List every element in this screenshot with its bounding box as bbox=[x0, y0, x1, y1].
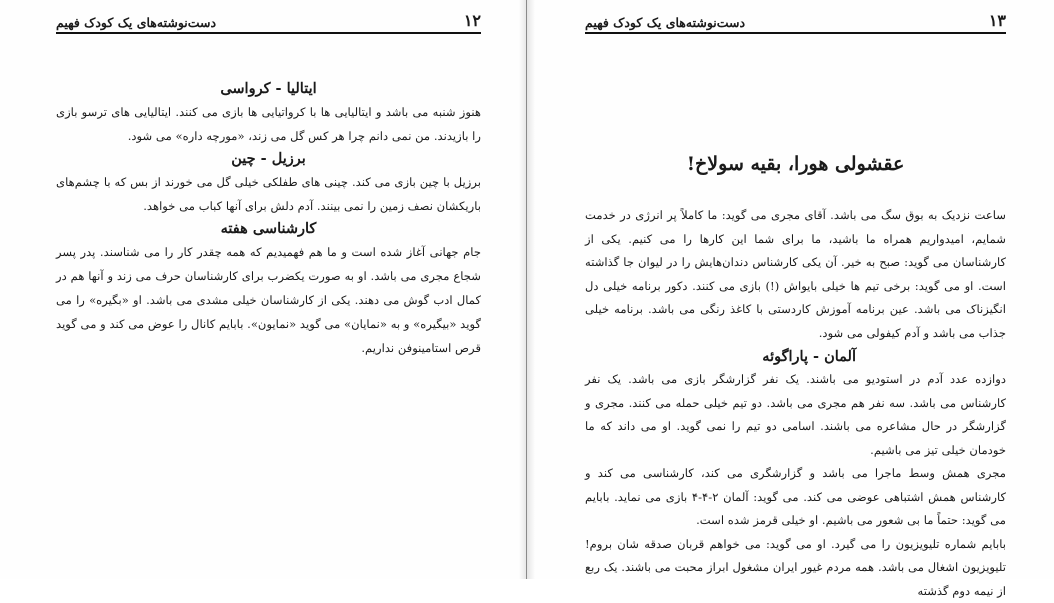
chapter-title: عقشولی هورا، بقیه سولاخ! bbox=[585, 150, 1006, 178]
section-text-italy-croatia: هنوز شنبه می باشد و ایتالیایی ها با کرواتیایی ها بازی می کنند. ایتالیایی های ترسو بازی را بازیدند. من نمی دانم چرا هر کس گل می زند، «مورچه داره» می شود. bbox=[56, 100, 481, 148]
running-header-title: دست‌نوشته‌های یک کودک فهیم bbox=[585, 15, 745, 30]
right-page-content bbox=[585, 150, 1006, 603]
section-paragraph: دوازده عدد آدم در استودیو می باشند. یک نفر گزارشگر بازی می باشد. یک نفر کارشناس می باشد. سه نفر هم مجری می باشد. دو تیم خیلی حمله می کنند. مجری و گزارشگر در حال مشاعره می باشند. اسامی دو تیم را نمی گوید. او می داند که ما خودمان خیلی تیز می باشیم. bbox=[585, 368, 1006, 462]
page-number: ۱۲ bbox=[464, 11, 481, 30]
section-text-brazil-china: برزیل با چین بازی می کند. چینی های طفلکی خیلی گل می خورند از بس که با چشم‌های باریکشان نصف زمین را نمی بینند. آدم دلش برای آنها کباب می خواهد. bbox=[56, 170, 481, 218]
right-page-header bbox=[585, 8, 1006, 34]
section-paragraph: مجری همش وسط ماجرا می باشد و گزارشگری می کند، کارشناسی می کند و کارشناس همش اشتباهی عوضی می کند. می گوید: آلمان ۲-۴-۴ بازی می نماید. بابایم می گوید: حتماً ما بی شعور می باشیم. او خیلی قرمز شده است. bbox=[585, 462, 1006, 533]
running-header-title: دست‌نوشته‌های یک کودک فهیم bbox=[56, 15, 216, 30]
left-page-header bbox=[56, 8, 481, 34]
left-page bbox=[0, 0, 527, 579]
chapter-intro-text: ساعت نزدیک به بوق سگ می باشد. آقای مجری می گوید: ما کاملاً پر انرژی در خدمت شمایم، امیدواریم همراه ما باشید، ما برای شما این کارها را می کنیم. یکی از کارشناسان می گوید: صبح به خیر. آن یکی کارشناس دندان‌هایش را در لیوان جا گذاشته است. او می گوید: برخی تیم ها خیلی بایواش (!) بازی می کنند. دکور برنامه خیلی دل انگیزناک می باشد. عین برنامه آموزش کاردستی با کاغذ رنگی می باشد. برنامه خیلی جذاب می باشد و آدم کیفولی می شود. bbox=[585, 204, 1006, 345]
section-heading-brazil-china: برزیل - چین bbox=[56, 148, 481, 170]
section-heading-italy-croatia: ایتالیا - کرواسی bbox=[56, 78, 481, 100]
section-text-expert-week: جام جهانی آغاز شده است و ما هم فهمیدیم که همه چقدر کار را می شناسند. پدر پسر شجاع مجری می باشد. او به صورت یکضرب برای کارشناسان حرف می زند و آنها هم در کمال ادب گوش می دهند. یکی از کارشناسان خیلی مشدی می باشد. او «بگیره» را می گوید «بیگیره» و به «نمایان» می گوید «نمایون». بابایم کانال را عوض می کند و می گوید قرص استامینوفن نداریم. bbox=[56, 240, 481, 360]
page-number: ۱۳ bbox=[989, 11, 1006, 30]
left-page-content bbox=[56, 78, 481, 360]
gutter-shadow bbox=[527, 0, 535, 579]
right-page bbox=[527, 0, 1054, 579]
section-paragraph: بابایم شماره تلیویزیون را می گیرد. او می گوید: می خواهم قربان صدقه شان بروم! تلیویزیون اشغال می باشد. همه مردم غیور ایران مشغول ابراز محبت می باشند. یک ربع از نیمه دوم گذشته bbox=[585, 533, 1006, 603]
section-heading-expert-week: کارشناسی هفته bbox=[56, 218, 481, 240]
section-heading-germany-paraguay: آلمان - پاراگوئه bbox=[585, 345, 1006, 368]
